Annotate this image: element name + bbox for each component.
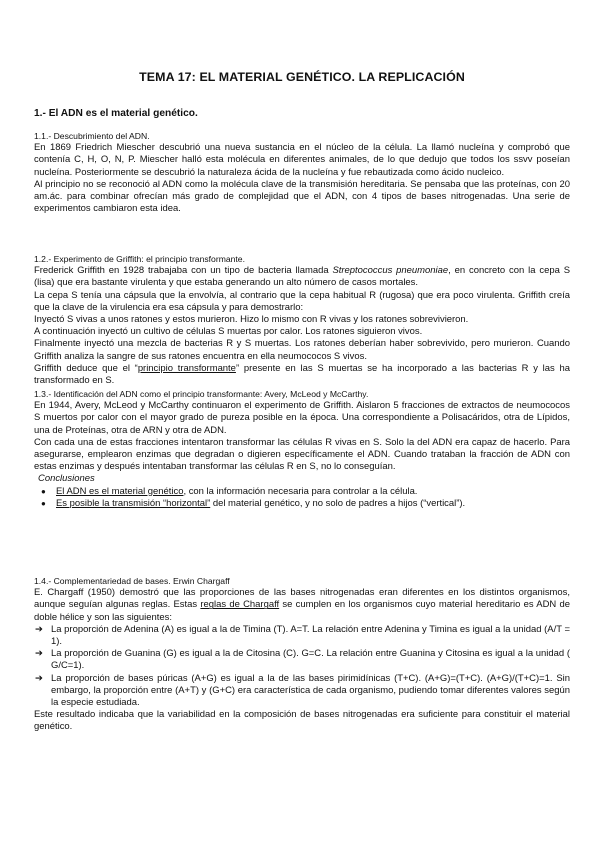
section-1-2 [34,253,570,387]
paragraph: Con cada una de estas fracciones intentaron transformar las células R vivas en S. Solo la del ADN era capaz de hacerlo. Para asegurarse, emplearon enzimas que degradan o digieren específicamente el ADN. Cuando trataban la fracción de ADN con estas enzimas y después intentaban transformar las células R en S, no lo conseguían. [34,436,570,473]
section-1-1 [34,130,570,215]
paragraph: La cepa S tenía una cápsula que la envolvía, al contrario que la cepa habitual R (rugosa) que era poco virulenta. Griffith creía que la clave de la virulencia era esa cápsula y para demostrarlo: [34,289,570,313]
underlined-term: El ADN es el material genético [56,485,184,497]
list-item [34,624,570,648]
section-1-3 [34,388,570,510]
paragraph: Este resultado indicaba que la variabilidad en la composición de bases nitrogenadas era suficiente para constituir el material genético. [34,709,570,733]
paragraph: En 1869 Friedrich Miescher descubrió una nueva sustancia en el núcleo de la célula. La llamó nucleína y comprobó que contenía C, H, O, N, P. Miescher halló esta molécula en diferentes animales, de lo que dedujo que todos los ssvv poseían nucleína. Posteriormente se descubrió la naturaleza ácida de la nucleína y fue rebautizada como ácido nucleico. [34,142,570,178]
underlined-term: Es posible la transmisión “horizontal” [56,497,211,509]
list-item [34,648,570,672]
paragraph [34,587,570,624]
section-1-4-heading: 1.4.- Complementariedad de bases. Erwin Chargaff [34,576,230,586]
underlined-term: principio transformante [137,362,236,374]
text: se cumplen en los organismos cuyo material hereditario es ADN de doble hélice y son las siguientes: [34,599,570,623]
arrow-icon: ➔ [35,672,43,684]
page-title: TEMA 17: EL MATERIAL GENÉTICO. LA REPLICACIÓN [139,70,465,84]
text: Frederick Griffith en 1928 trabajaba con un tipo de bacteria llamada [34,265,333,277]
bullet-icon: ● [41,498,46,508]
section-1-3-heading: 1.3.- Identificación del ADN como el principio transformante: Avery, McLeod y McCarthy. [34,389,369,399]
text: La proporción de Adenina (A) es igual a la de Timina (T). A=T. La relación entre Adenina y Timina es igual a la unidad (A/T = 1). [51,623,570,648]
paragraph: Al principio no se reconoció al ADN como la molécula clave de la transmisión hereditaria. Se pensaba que las proteínas, con 20 am.ác. para combinar ofrecían más grado de complejidad que el ADN, con 4 tipos de bases nitrogenadas. Una serie de experimentos cambiaron esta idea. [34,178,570,215]
text: La proporción de bases púricas (A+G) es igual a la de las bases pirimidínicas (T+C). (A+G)=(T+C). (A+G)/(T+C)=1. Sin embargo, la proporción entre (A+T) y (G+C) era característica de cada organismo, pudiendo tomar diferentes valores según la especie estudiada. [51,672,570,709]
text: E. Chargaff (1950) demostró que las proporciones de las bases nitrogenadas eran diferentes en los distintos organismos, aunque seguían algunas reglas. Estas [34,587,570,611]
bullet-icon: ● [41,486,46,496]
paragraph: A continuación inyectó un cultivo de células S muertas por calor. Los ratones siguieron vivos. [34,326,423,338]
text: , en concreto con la cepa S (lisa) que era bastante virulenta y que estaba generando un alto número de casos mortales. [34,265,570,289]
list-item [34,498,570,510]
list-item [34,673,570,710]
conclusions-label: Conclusiones [38,473,95,485]
text: La proporción de Guanina (G) es igual a la de Citosina (C). G=C. La relación entre Guanina y Citosina es igual a la unidad ( G/C=1). [51,648,570,672]
paragraph [34,265,570,289]
arrow-icon: ➔ [35,648,43,660]
section-1-heading: 1.- El ADN es el material genético. [34,108,198,119]
text: Griffith deduce que el “ [34,362,138,374]
section-1-4 [34,575,570,734]
text: , con la información necesaria para controlar a la célula. [183,485,418,497]
section-1-2-heading: 1.2.- Experimento de Griffith: el principio transformante. [34,254,245,264]
paragraph [34,363,570,387]
section-1-1-heading: 1.1.- Descubrimiento del ADN. [34,131,150,141]
paragraph: Finalmente inyectó una mezcla de bacterias R y S muertas. Los ratones deberían haber sobrevivido, pero murieron. Cuando Griffith analiza la sangre de sus ratones encuentra en ella neumococos S vivos. [34,338,570,362]
underlined-term: reglas de Chargaff [200,599,280,611]
arrow-icon: ➔ [35,623,43,635]
text: del material genético, y no solo de padres a hijos (“vertical”). [210,497,466,509]
text: ” presente en las S muertas se ha incorporado a las bacterias R y las ha transformado en S. [34,362,570,387]
paragraph: En 1944, Avery, McLeod y McCarthy continuaron el experimento de Griffith. Aislaron 5 fracciones de extractos de neumococos S muertos por calor con el mayor grado de pureza posible en la época. Una correspondiente a Polisacáridos, otra de Lípidos, una de Proteínas, otra de ARN y otra de ADN. [34,400,570,436]
species-name: Streptococcus pneumoniae [332,265,449,277]
paragraph: Inyectó S vivas a unos ratones y estos murieron. Hizo lo mismo con R vivas y los ratones sobrevivieron. [34,314,469,326]
list-item [34,486,570,498]
